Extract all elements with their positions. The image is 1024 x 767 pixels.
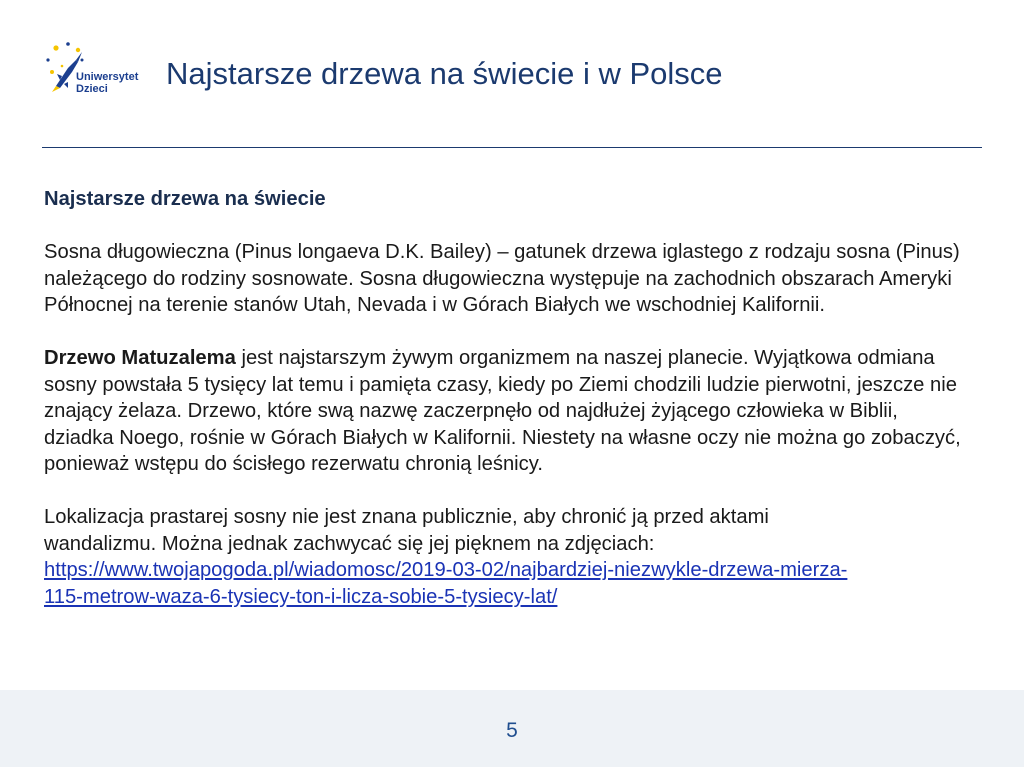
link-line-2: 115-metrow-waza-6-tysiecy-ton-i-licza-sobie-5-tysiecy-lat/ — [44, 585, 558, 608]
uniwersytet-dzieci-logo — [42, 40, 138, 104]
paragraph-matuzalem — [44, 345, 969, 478]
location-line-1: Lokalizacja prastarej sosny nie jest znana publicznie, aby chronić ją przed aktami — [44, 506, 769, 528]
location-line-2: wandalizmu. Można jednak zachwycać się jej pięknem na zdjęciach: — [44, 532, 655, 555]
paragraph-location — [44, 504, 969, 610]
logo-line-2: Dzieci — [76, 83, 108, 95]
logo-text — [76, 71, 138, 95]
paragraph-body: jest najstarszym żywym organizmem na naszej planecie. Wyjątkowa odmiana sosny powstała 5 tysięcy lat temu i pamięta czasy, kiedy po Ziemi chodzili ludzie pierwotni, jeszcze nie znający żelaza. Drzewo, które swą nazwę zaczerpnęło od najdłużej żyjącego człowieka w Biblii, dziadka Noego, rośnie w Górach Białych w Kalifornii. Niestety na własne oczy nie można go zobaczyć, ponieważ wstępu do ścisłego rezerwatu chronią leśnicy. — [44, 347, 961, 475]
slide-content — [44, 186, 969, 610]
source-link[interactable] — [44, 559, 847, 608]
section-heading: Najstarsze drzewa na świecie — [44, 188, 326, 210]
page-number: 5 — [506, 719, 518, 742]
slide-title: Najstarsze drzewa na świecie i w Polsce — [166, 56, 723, 91]
logo-line-1: Uniwersytet — [76, 71, 139, 83]
title-divider — [42, 147, 982, 148]
link-line-1: https://www.twojapogoda.pl/wiadomosc/2019-03-02/najbardziej-niezwykle-drzewa-mierza- — [44, 559, 848, 581]
paragraph-lead-bold: Drzewo Matuzalema — [44, 347, 236, 369]
paragraph-pinus-longaeva: Sosna długowieczna (Pinus longaeva D.K. Bailey) – gatunek drzewa iglastego z rodzaju sosna (Pinus) należącego do rodziny sosnowate. Sosna długowieczna występuje na zachodnich obszarach Ameryki Północnej na terenie stanów Utah, Nevada i w Górach Białych we wschodniej Kalifornii. — [44, 241, 960, 316]
